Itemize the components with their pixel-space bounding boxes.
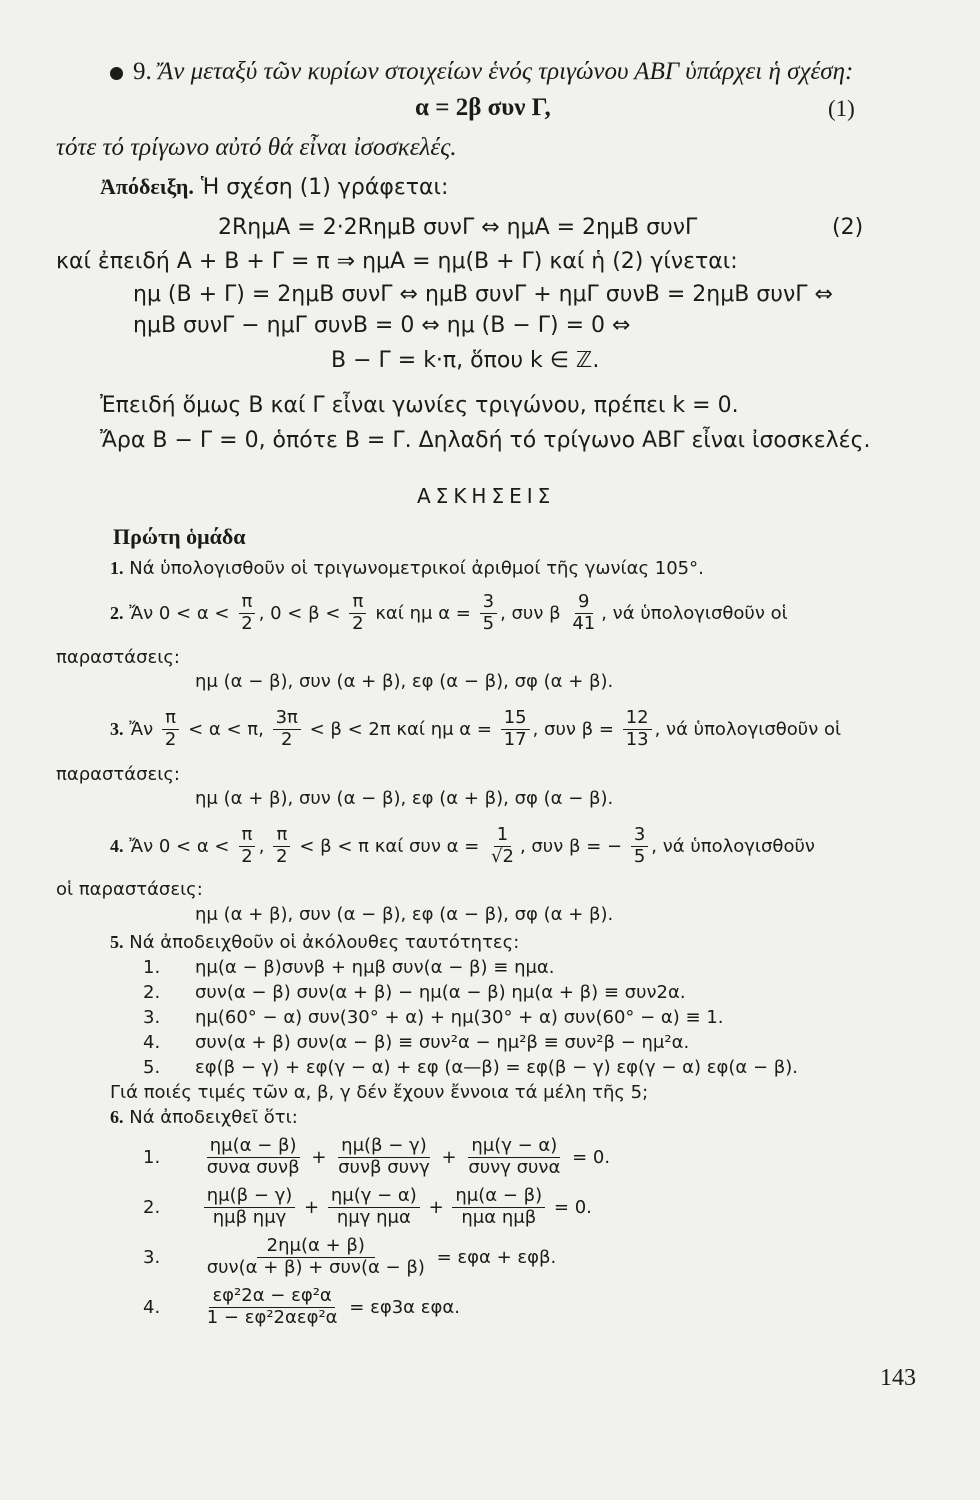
equation-tag-1: (1) bbox=[828, 96, 855, 121]
exercise-6: 6. Νά ἀποδειχθεῖ ὅτι: bbox=[110, 1107, 298, 1128]
fraction: $\frac{\eta\mu(\beta - \gamma)}{\text{ημβ ημγ}}$ bbox=[204, 1187, 296, 1228]
identity-item: 2. συν(α − β) συν(α + β) − ημ(α − β) ημ(α + β) ≡ συν2α. bbox=[143, 982, 686, 1003]
fraction: $\frac{\text{εφ²2α − εφ²α}}{\text{1 − εφ²2αεφ²α}}$ bbox=[206, 1285, 338, 1328]
bullet-icon bbox=[110, 67, 123, 80]
exercise-4-cont: οἱ παραστάσεις: bbox=[56, 879, 203, 900]
exercise-3-cont: παραστάσεις: bbox=[56, 764, 180, 785]
proof-line-7: Ἄρα B − Γ = 0, ὁπότε B = Γ. Δηλαδή τό τρίγωνο ΑΒΓ εἶναι ἰσοσκελές. bbox=[100, 428, 871, 453]
exercise-5: 5. Νά ἀποδειχθοῦν οἱ ἀκόλουθες ταυτότητες: bbox=[110, 932, 520, 953]
fraction: $\frac{\eta\mu(\alpha - \beta)}{\text{ημα ημβ}}$ bbox=[452, 1187, 545, 1228]
equation-tag-2: (2) bbox=[832, 215, 864, 240]
fraction: $\frac{3\pi}{2}$ bbox=[273, 709, 301, 750]
fraction: $\frac{\eta\mu(\gamma - \alpha)}{\text{ημγ ημα}}$ bbox=[328, 1187, 420, 1228]
proof-line-1: 2RημA = 2·2RημB συνΓ ⇔ ημA = 2ημB συνΓ bbox=[218, 215, 698, 240]
fraction: $\frac{15}{17}$ bbox=[501, 709, 530, 750]
fraction: $\frac{\eta\mu(\beta - \gamma)}{\text{συνβ συνγ}}$ bbox=[338, 1135, 430, 1178]
group-heading: Πρώτη ὁμάδα bbox=[113, 524, 246, 549]
proof-line-5: B − Γ = k·π, ὅπου k ∈ ℤ. bbox=[331, 348, 600, 373]
identity-fraction-2: 2. $\frac{\eta\mu(\beta - \gamma)}{\text{ημβ ημγ}}$ + $\frac{\eta\mu(\gamma - \alpha)}{\text{ημγ ημα}}$ + $\frac{\eta\mu(\alpha - \beta)}{\text{ημα ημβ}}$ = 0. bbox=[143, 1185, 592, 1228]
exercise-2-cont: παραστάσεις: bbox=[56, 647, 180, 668]
fraction: $\frac{\pi}{2}$ bbox=[162, 709, 179, 750]
fraction: $\frac{\pi}{2}$ bbox=[273, 826, 290, 867]
fraction: $\frac{\pi}{2}$ bbox=[238, 593, 255, 634]
fraction: $\frac{\pi}{2}$ bbox=[349, 593, 366, 634]
fraction: $\frac{1}{√2}$ bbox=[491, 824, 514, 867]
exercise-1: 1. Νά ὑπολογισθοῦν οἱ τριγωνομετρικοί ἀριθμοί τῆς γωνίας 105°. bbox=[110, 558, 704, 579]
identity-fraction-4: 4. $\frac{\text{εφ²2α − εφ²α}}{\text{1 − εφ²2αεφ²α}}$ = εφ3α εφα. bbox=[143, 1285, 460, 1328]
exercise-5-question: Γιά ποιές τιμές τῶν α, β, γ δέν ἔχουν ἔννοια τά μέλη τῆς 5; bbox=[110, 1082, 649, 1103]
proof-line-2: καί ἐπειδή A + B + Γ = π ⇒ ημA = ημ(B + Γ) καί ἡ (2) γίνεται: bbox=[56, 249, 738, 274]
identity-item: 1. ημ(α − β)συνβ + ημβ συν(α − β) ≡ ημα. bbox=[143, 957, 555, 978]
fraction: $\frac{\eta\mu(\gamma - \alpha)}{\text{συνγ συνα}}$ bbox=[468, 1135, 561, 1178]
fraction: $\frac{\pi}{2}$ bbox=[238, 826, 255, 867]
theorem-equation: α = 2β συν Γ, bbox=[415, 94, 551, 121]
identity-fraction-3: 3. $\frac{2\eta\mu(\alpha + \beta)}{\text{συν(α + β) + συν(α − β)}}$ = εφα + εφβ. bbox=[143, 1235, 557, 1278]
theorem-statement: 9. Ἄν μεταξύ τῶν κυρίων στοιχείων ἑνός τριγώνου ΑΒΓ ὑπάρχει ἡ σχέση: bbox=[110, 58, 853, 86]
fraction: $\frac{3}{5}$ bbox=[480, 593, 497, 634]
proof-intro: Ἀπόδειξη. Ἡ σχέση (1) γράφεται: bbox=[100, 174, 449, 200]
proof-line-4: ημB συνΓ − ημΓ συνB = 0 ⇔ ημ (B − Γ) = 0 ⇔ bbox=[133, 313, 631, 338]
fraction: $\frac{2\eta\mu(\alpha + \beta)}{\text{συν(α + β) + συν(α − β)}}$ bbox=[206, 1235, 425, 1278]
fraction: $\frac{9}{41}$ bbox=[572, 591, 596, 634]
page-number: 143 bbox=[880, 1365, 916, 1391]
exercise-4: 4. Ἄν 0 < α < $\frac{\pi}{2}$ , $\frac{\pi}{2}$ < β < π καί συν α = $\frac{1}{√2}$ , συν β = − $\frac{3}{5}$ , νά ὑπολογισθοῦν bbox=[110, 824, 815, 867]
identity-item: 4. συν(α + β) συν(α − β) ≡ συν²α − ημ²β ≡ συν²β − ημ²α. bbox=[143, 1032, 690, 1053]
proof-line-6: Ἐπειδή ὅμως B καί Γ εἶναι γωνίες τριγώνου, πρέπει k = 0. bbox=[100, 393, 739, 418]
proof-line-3: ημ (B + Γ) = 2ημB συνΓ ⇔ ημB συνΓ + ημΓ συνB = 2ημB συνΓ ⇔ bbox=[133, 282, 833, 307]
fraction: $\frac{12}{13}$ bbox=[623, 709, 652, 750]
exercise-3: 3. Ἄν $\frac{\pi}{2}$ < α < π, $\frac{3\pi}{2}$ < β < 2π καί ημ α = $\frac{15}{17}$ , συν β = $\frac{12}{13}$ , νά ὑπολογισθοῦν οἱ bbox=[110, 707, 842, 750]
identity-item: 5. εφ(β − γ) + εφ(γ − α) + εφ (α—β) = εφ(β − γ) εφ(γ − α) εφ(α − β). bbox=[143, 1057, 798, 1078]
fraction: $\frac{\eta\mu(\alpha - \beta)}{\text{συνα συνβ}}$ bbox=[206, 1135, 300, 1178]
exercise-3-exprs: ημ (α + β), συν (α − β), εφ (α + β), σφ (α − β). bbox=[195, 788, 614, 809]
theorem-conclusion: τότε τό τρίγωνο αὐτό θά εἶναι ἰσοσκελές. bbox=[56, 134, 457, 161]
exercise-4-exprs: ημ (α + β), συν (α − β), εφ (α − β), σφ (α + β). bbox=[195, 904, 614, 925]
exercises-heading: ΑΣΚΗΣΕΙΣ bbox=[417, 484, 556, 508]
exercise-2: 2. Ἄν 0 < α < $\frac{\pi}{2}$ , 0 < β < $\frac{\pi}{2}$ καί ημ α = $\frac{3}{5}$ , συν β $\frac{9}{41}$ , νά ὑπολογισθοῦν οἱ bbox=[110, 591, 788, 634]
fraction: $\frac{3}{5}$ bbox=[631, 826, 648, 867]
proof-label: Ἀπόδειξη. bbox=[100, 174, 194, 199]
exercise-2-exprs: ημ (α − β), συν (α + β), εφ (α − β), σφ (α + β). bbox=[195, 671, 614, 692]
identity-item: 3. ημ(60° − α) συν(30° + α) + ημ(30° + α) συν(60° − α) ≡ 1. bbox=[143, 1007, 724, 1028]
identity-fraction-1: 1. $\frac{\eta\mu(\alpha - \beta)}{\text{συνα συνβ}}$ + $\frac{\eta\mu(\beta - \gamma)}{\text{συνβ συνγ}}$ + $\frac{\eta\mu(\gamma - \alpha)}{\text{συνγ συνα}}$ = 0. bbox=[143, 1135, 611, 1178]
